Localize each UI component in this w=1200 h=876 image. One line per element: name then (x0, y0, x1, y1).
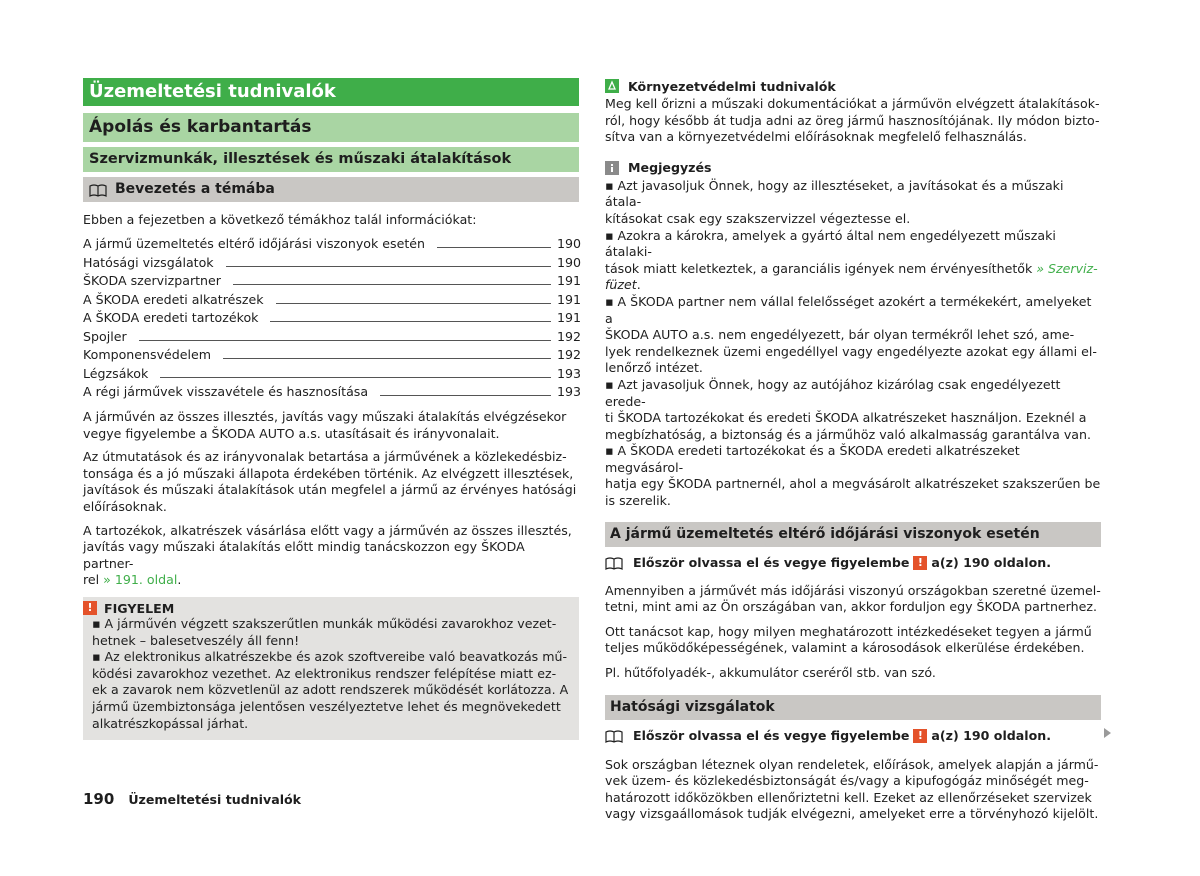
table-of-contents (83, 235, 582, 402)
paragraph: A járművén az összes illesztés, javítás vagy műszaki átalakítás elvégzésekor vegye figyelembe a ŠKODA AUTO a.s. utasításait és irányvonalait. (83, 409, 567, 441)
paragraph: Ott tanácsot kap, hogy milyen meghatározott intézkedéseket tegyen a jármű teljes működőképességének, valamint a károsodások elkerülése érdekében. (605, 623, 1092, 656)
weather-section-title: A jármű üzemeltetés eltérő időjárási viszonyok esetén (605, 522, 1101, 547)
note-icon (605, 161, 619, 175)
footer-title: Üzemeltetési tudnivalók (128, 792, 302, 807)
service-book-link[interactable]: » Szerviz- (1036, 260, 1098, 276)
page-number: 190 (83, 790, 115, 808)
toc-entry[interactable]: A régi járművek visszavétele és hasznosítása 193 (83, 384, 582, 400)
inspection-section-title: Hatósági vizsgálatok (605, 695, 1101, 720)
warning-body: ▪ A járművén végzett szakszerűtlen munkák működési zavarokhoz vezet- hetnek – balesetveszély áll fenn! ▪ Az elektronikus alkatrészekbe és azok szoftvereibe való beavatkozás mű- ködési zavarokhoz vezethet. Az elektronikus rendszer felépítése miatt ez- ek a zavarok nem közvetlenül az adott rendszerek működését korlátozza. A jármű üzembiztonsága jelentősen veszélyeztetve lehet és megnövekedett alkatrészkopással járhat. (92, 616, 569, 731)
toc-entry[interactable]: A ŠKODA eredeti alkatrészek 191 (83, 291, 582, 307)
toc-entry[interactable]: Légzsákok 193 (83, 365, 582, 381)
environment-note-title: Környezetvédelmi tudnivalók (628, 78, 836, 94)
warning-title: FIGYELEM (104, 600, 175, 616)
toc-entry[interactable]: A jármű üzemeltetés eltérő időjárási viszonyok esetén 190 (83, 236, 582, 252)
note-body: ▪ Azt javasoljuk Önnek, hogy az illesztéseket, a javításokat és a műszaki átala- kításokat csak egy szakszervizzel végeztesse el. ▪ Azokra a károkra, amelyek a gyártó által nem engedélyezett műszaki átalaki- tások miatt keletkeztek, a garanciális igények nem érvényesíthetők » Szerviz- füzet. ▪ A ŠKODA partner nem vállal felelősséget azokért a termékekért, amelyeket a ŠKODA AUTO a.s. nem engedélyezett, bár olyan termékről lehet szó, ame- lyek rendelkeznek üzemi engedéllyel vagy engedélyezte azokat egy állami el- lenőrző intézet. ▪ Azt javasoljuk Önnek, hogy az autójához kizárólag csak engedélyezett erede- ti ŠKODA tartozékokat és eredeti ŠKODA alkatrészeket használjon. Ezeknél a megbízhatóság, a biztonság és a járműhöz való alkalmasság garantálva van. ▪ A ŠKODA eredeti tartozékokat és a ŠKODA eredeti alkatrészeket megvásárol- hatja egy ŠKODA partnernél, ahol a megvásárolt alkatrészeket szakszerűen be is szerelik. (605, 177, 1101, 509)
note-title: Megjegyzés (628, 160, 712, 176)
paragraph: A tartozékok, alkatrészek vásárlása előtt vagy a járművén az összes illesztés, javítás vagy műszaki átalakítás előtt mindig tanácskozzon egy ŠKODA partner- rel » 191. oldal. (83, 522, 572, 588)
right-column (605, 78, 1101, 823)
toc-entry[interactable]: Hatósági vizsgálatok 190 (83, 254, 582, 270)
environment-note-body: Meg kell őrizni a műszaki dokumentációkat a járművön elvégzett átalakítások- ról, hogy később át tudja adni az öreg jármű hasznosítójának. Ily módon bizto- sítva van a környezetvédelmi előírásoknak megfelelő felhasználás. (605, 96, 1100, 145)
paragraph: Sok országban léteznek olyan rendeletek, előírások, amelyek alapján a jármű- vek üzem- és közlekedésbiztonságát és/vagy a kipufogógáz minőségét meg- határozott időközökben ellenőriztetni kell. Ezeket az ellenőrzéseket szervizek vagy vizsgaállomások tudják elvégezni, amelyeket erre a törvényhozó kijelölt. (605, 756, 1099, 822)
toc-entry[interactable]: ŠKODA szervizpartner 191 (83, 273, 582, 289)
paragraph: Az útmutatások és az irányvonalak betartása a járművének a közlekedésbiz- tonsága és a jó műszaki állapota érdekében történik. Az elvégzett illesztések, javítások és műszaki átalakítások után megfelel a jármű az érvényes hatósági előírásoknak. (83, 449, 577, 515)
environment-note-header (605, 78, 1101, 94)
book-icon (89, 184, 107, 196)
intro-text: Ebben a fejezetben a következő témákhoz talál információkat: (83, 212, 477, 227)
warning-icon: ! (913, 729, 927, 743)
intro-bar (83, 177, 579, 202)
first-read-notice: Először olvassa el és vegye figyelembe ! a(z) 190 oldalon. (605, 728, 1101, 744)
toc-entry[interactable]: A ŠKODA eredeti tartozékok 191 (83, 310, 582, 326)
warning-icon: ! (83, 601, 97, 615)
warning-box (83, 597, 579, 740)
book-icon (605, 730, 623, 742)
paragraph: Pl. hűtőfolyadék-, akkumulátor cseréről stb. van szó. (605, 665, 936, 681)
book-icon (605, 557, 623, 569)
first-read-notice: Először olvassa el és vegye figyelembe ! a(z) 190 oldalon. (605, 555, 1101, 571)
intro-bar-label: Bevezetés a témába (115, 181, 275, 197)
warning-icon: ! (913, 556, 927, 570)
note-header (605, 160, 1101, 176)
continue-arrow-icon (1104, 728, 1111, 738)
left-column (83, 78, 582, 740)
paragraph: Amennyiben a járművét más időjárási viszonyú országokban szeretné üzemel- tetni, mint ami az Ön országában van, akkor forduljon egy ŠKODA partnerhez. (605, 582, 1101, 615)
page-footer (83, 790, 301, 808)
warning-header (83, 600, 569, 616)
chapter-title: Üzemeltetési tudnivalók (83, 78, 579, 106)
toc-entry[interactable]: Komponensvédelem 192 (83, 347, 582, 363)
page-link[interactable]: » 191. oldal (103, 572, 178, 588)
subsection-title: Szervizmunkák, illesztések és műszaki átalakítások (83, 147, 579, 172)
environment-icon (605, 79, 619, 93)
toc-entry[interactable]: Spojler 192 (83, 328, 582, 344)
section-title: Ápolás és karbantartás (83, 113, 579, 142)
